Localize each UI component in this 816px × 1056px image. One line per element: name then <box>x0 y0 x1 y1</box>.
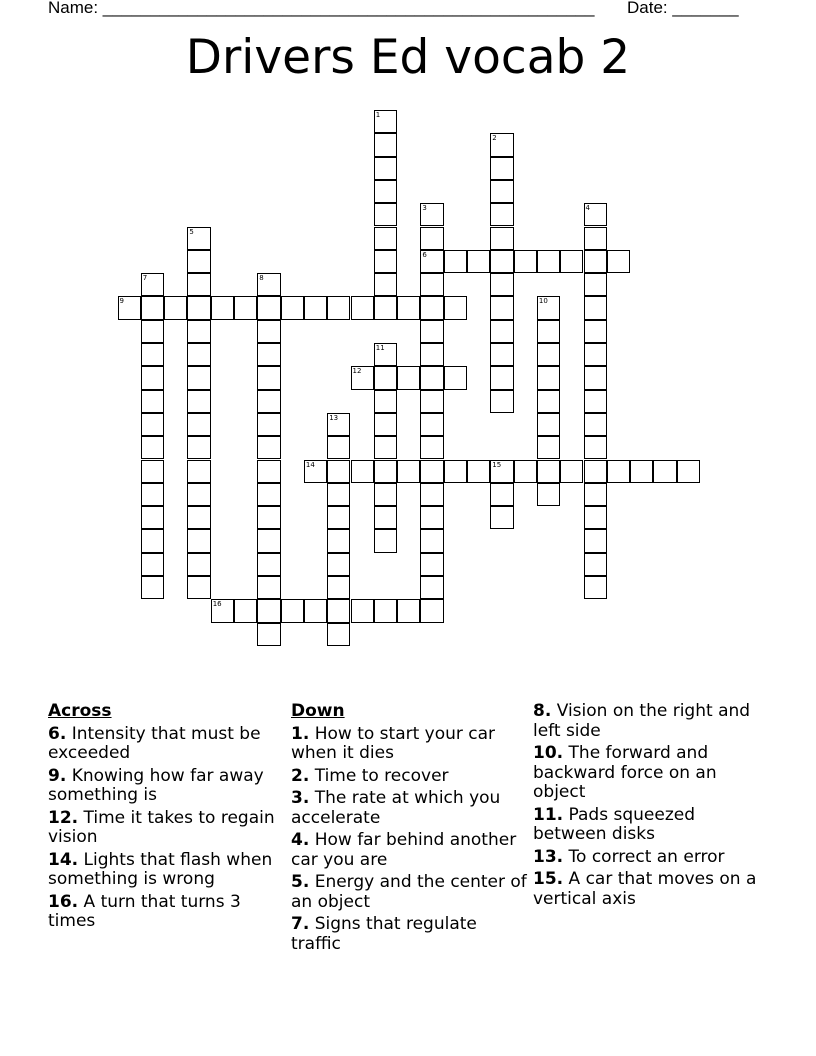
grid-cell[interactable] <box>257 343 280 366</box>
grid-cell[interactable] <box>584 203 607 226</box>
clue-number: 16 <box>212 600 222 609</box>
grid-cell[interactable] <box>490 343 513 366</box>
grid-cell[interactable] <box>374 413 397 436</box>
grid-cell[interactable] <box>584 506 607 529</box>
clue-number: 15 <box>492 460 502 469</box>
grid-cell[interactable] <box>257 390 280 413</box>
grid-cell[interactable] <box>374 133 397 156</box>
grid-cell[interactable] <box>420 413 443 436</box>
grid-cell[interactable] <box>444 460 467 483</box>
clue-item-number: 6. <box>48 723 67 744</box>
grid-cell[interactable] <box>327 576 350 599</box>
date-label: Date: _______ <box>627 0 739 17</box>
clue-item <box>48 767 288 806</box>
grid-cell[interactable] <box>257 273 280 296</box>
grid-cell[interactable] <box>141 296 164 319</box>
grid-cell[interactable] <box>281 599 304 622</box>
grid-cell[interactable] <box>164 296 187 319</box>
across-heading: Across <box>48 701 112 721</box>
clue-item-text: The forward and backward force on an object <box>533 743 717 802</box>
grid-cell[interactable] <box>560 250 583 273</box>
clue-item <box>291 915 531 954</box>
grid-cell[interactable] <box>490 227 513 250</box>
clue-number: 1 <box>375 111 381 119</box>
clue-number: 6 <box>422 250 427 259</box>
grid-cell[interactable] <box>257 506 280 529</box>
clue-item-number: 5. <box>291 872 310 892</box>
clue-number: 2 <box>492 134 497 143</box>
grid-cell[interactable] <box>141 320 164 343</box>
grid-cell[interactable] <box>327 599 350 622</box>
grid-cell[interactable] <box>397 366 420 389</box>
grid-cell[interactable] <box>420 483 443 506</box>
clue-item <box>291 831 531 870</box>
grid-cell[interactable] <box>141 553 164 576</box>
clue-item <box>48 809 288 848</box>
clue-item <box>533 848 773 868</box>
grid-cell[interactable] <box>351 296 374 319</box>
grid-cell[interactable] <box>257 529 280 552</box>
grid-cell[interactable] <box>257 553 280 576</box>
down-clue-list-continued <box>533 702 773 909</box>
grid-cell[interactable] <box>537 366 560 389</box>
grid-cell[interactable] <box>187 576 210 599</box>
grid-cell[interactable] <box>327 460 350 483</box>
grid-cell[interactable] <box>351 460 374 483</box>
clue-item-text: How far behind another car you are <box>291 830 517 870</box>
clue-number: 13 <box>329 413 339 422</box>
grid-cell[interactable] <box>257 320 280 343</box>
clue-item-number: 14. <box>48 849 79 870</box>
grid-cell[interactable] <box>187 366 210 389</box>
clue-item-text: Intensity that must be exceeded <box>48 723 261 763</box>
grid-cell[interactable] <box>374 460 397 483</box>
clue-item-number: 4. <box>291 830 310 850</box>
grid-cell[interactable] <box>490 157 513 180</box>
clue-item-text: To correct an error <box>568 846 725 867</box>
grid-cell[interactable] <box>374 110 397 133</box>
grid-cell[interactable] <box>584 320 607 343</box>
grid-cell[interactable] <box>187 250 210 273</box>
grid-cell[interactable] <box>187 320 210 343</box>
grid-cell[interactable] <box>141 460 164 483</box>
grid-cell[interactable] <box>327 436 350 459</box>
grid-cell[interactable] <box>327 483 350 506</box>
grid-cell[interactable] <box>374 436 397 459</box>
clue-number: 9 <box>119 297 124 306</box>
grid-cell[interactable] <box>141 366 164 389</box>
clue-item-number: 1. <box>291 723 310 744</box>
clue-item-text: Energy and the center of an object <box>291 872 527 912</box>
grid-cell[interactable] <box>257 483 280 506</box>
clue-item-number: 15. <box>533 869 564 889</box>
grid-cell[interactable] <box>537 483 560 506</box>
clue-item <box>48 851 288 890</box>
grid-cell[interactable] <box>141 436 164 459</box>
grid-cell[interactable] <box>490 296 513 319</box>
grid-cell[interactable] <box>677 460 700 483</box>
grid-cell[interactable] <box>584 436 607 459</box>
down-clue-list <box>291 725 531 955</box>
clue-item <box>48 725 288 764</box>
grid-cell[interactable] <box>514 250 537 273</box>
grid-cell[interactable] <box>537 320 560 343</box>
grid-cell[interactable] <box>304 599 327 622</box>
grid-cell[interactable] <box>584 390 607 413</box>
grid-cell[interactable] <box>374 180 397 203</box>
grid-cell[interactable] <box>420 366 443 389</box>
clue-item-text: Signs that regulate traffic <box>291 914 477 954</box>
clue-item <box>533 744 773 803</box>
grid-cell[interactable] <box>257 576 280 599</box>
grid-cell[interactable] <box>327 506 350 529</box>
clue-item-text: The rate at which you accelerate <box>291 788 501 828</box>
grid-cell[interactable] <box>327 296 350 319</box>
grid-cell[interactable] <box>537 250 560 273</box>
grid-cell[interactable] <box>187 460 210 483</box>
grid-cell[interactable] <box>490 180 513 203</box>
grid-cell[interactable] <box>187 273 210 296</box>
grid-cell[interactable] <box>374 529 397 552</box>
grid-cell[interactable] <box>374 343 397 366</box>
grid-cell[interactable] <box>141 413 164 436</box>
grid-cell[interactable] <box>257 366 280 389</box>
grid-cell[interactable] <box>584 576 607 599</box>
grid-cell[interactable] <box>420 273 443 296</box>
grid-cell[interactable] <box>257 599 280 622</box>
grid-cell[interactable] <box>490 366 513 389</box>
grid-cell[interactable] <box>397 296 420 319</box>
grid-cell[interactable] <box>327 413 350 436</box>
clue-item-text: How to start your car when it dies <box>291 723 496 763</box>
clue-number: 3 <box>422 204 427 213</box>
grid-cell[interactable] <box>420 390 443 413</box>
page-title: Drivers Ed vocab 2 <box>185 30 631 85</box>
grid-cell[interactable] <box>607 460 630 483</box>
grid-cell[interactable] <box>187 343 210 366</box>
across-clue-list <box>48 725 288 932</box>
grid-cell[interactable] <box>444 250 467 273</box>
grid-cell[interactable] <box>351 366 374 389</box>
grid-cell[interactable] <box>374 366 397 389</box>
grid-cell[interactable] <box>141 343 164 366</box>
grid-cell[interactable] <box>444 366 467 389</box>
grid-cell[interactable] <box>607 250 630 273</box>
clue-number: 8 <box>259 274 264 283</box>
grid-cell[interactable] <box>490 203 513 226</box>
clue-item-number: 7. <box>291 914 310 934</box>
grid-cell[interactable] <box>187 553 210 576</box>
clue-item-text: Pads squeezed between disks <box>533 804 696 844</box>
grid-cell[interactable] <box>420 250 443 273</box>
grid-cell[interactable] <box>537 413 560 436</box>
grid-cell[interactable] <box>141 390 164 413</box>
clue-item <box>291 767 531 787</box>
clue-item <box>291 725 531 764</box>
grid-cell[interactable] <box>490 320 513 343</box>
grid-cell[interactable] <box>490 390 513 413</box>
grid-cell[interactable] <box>514 460 537 483</box>
clue-number: 14 <box>305 460 315 469</box>
grid-cell[interactable] <box>420 227 443 250</box>
clue-item <box>533 702 773 741</box>
grid-cell[interactable] <box>351 599 374 622</box>
grid-cell[interactable] <box>257 436 280 459</box>
clue-number: 7 <box>142 274 148 283</box>
grid-cell[interactable] <box>653 460 676 483</box>
grid-cell[interactable] <box>257 623 280 646</box>
grid-cell[interactable] <box>584 483 607 506</box>
grid-cell[interactable] <box>211 599 234 622</box>
grid-cell[interactable] <box>420 506 443 529</box>
clue-item-text: Time it takes to regain vision <box>48 807 275 847</box>
grid-cell[interactable] <box>374 203 397 226</box>
clue-item-text: Vision on the right and left side <box>533 701 751 741</box>
grid-cell[interactable] <box>584 413 607 436</box>
grid-cell[interactable] <box>584 250 607 273</box>
grid-cell[interactable] <box>420 599 443 622</box>
grid-cell[interactable] <box>374 250 397 273</box>
grid-cell[interactable] <box>374 599 397 622</box>
grid-cell[interactable] <box>420 529 443 552</box>
grid-cell[interactable] <box>420 320 443 343</box>
grid-cell[interactable] <box>211 296 234 319</box>
grid-cell[interactable] <box>327 529 350 552</box>
clue-number: 11 <box>375 344 385 352</box>
grid-cell[interactable] <box>584 227 607 250</box>
clue-item-text: Knowing how far away something is <box>48 765 264 805</box>
grid-cell[interactable] <box>187 436 210 459</box>
grid-cell[interactable] <box>281 296 304 319</box>
across-clues <box>48 702 288 935</box>
grid-cell[interactable] <box>537 343 560 366</box>
clue-item-number: 3. <box>291 788 310 808</box>
grid-cell[interactable] <box>374 506 397 529</box>
clue-item-text: Time to recover <box>314 765 449 786</box>
clue-item-number: 13. <box>533 846 564 867</box>
grid-cell[interactable] <box>141 483 164 506</box>
grid-cell[interactable] <box>467 460 490 483</box>
grid-cell[interactable] <box>187 506 210 529</box>
clue-item <box>48 893 288 932</box>
down-clues-continued <box>533 702 773 912</box>
grid-cell[interactable] <box>374 157 397 180</box>
grid-cell[interactable] <box>537 296 560 319</box>
clue-item-number: 10. <box>533 743 564 763</box>
grid-cell[interactable] <box>118 296 141 319</box>
grid-cell[interactable] <box>234 296 257 319</box>
grid-cell[interactable] <box>420 436 443 459</box>
grid-cell[interactable] <box>490 273 513 296</box>
clue-item-text: A turn that turns 3 times <box>48 891 241 931</box>
grid-cell[interactable] <box>537 460 560 483</box>
grid-cell[interactable] <box>374 296 397 319</box>
grid-cell[interactable] <box>374 390 397 413</box>
grid-cell[interactable] <box>141 506 164 529</box>
grid-cell[interactable] <box>584 296 607 319</box>
grid-cell[interactable] <box>187 413 210 436</box>
clue-item <box>291 873 531 912</box>
grid-cell[interactable] <box>187 390 210 413</box>
grid-cell[interactable] <box>327 623 350 646</box>
grid-cell[interactable] <box>420 576 443 599</box>
grid-cell[interactable] <box>490 133 513 156</box>
grid-cell[interactable] <box>490 483 513 506</box>
grid-cell[interactable] <box>397 460 420 483</box>
clue-number: 10 <box>538 297 548 306</box>
grid-cell[interactable] <box>537 390 560 413</box>
grid-cell[interactable] <box>257 460 280 483</box>
grid-cell[interactable] <box>141 273 164 296</box>
grid-cell[interactable] <box>420 460 443 483</box>
clue-item-text: Lights that flash when something is wrong <box>48 849 273 889</box>
grid-cell[interactable] <box>187 529 210 552</box>
grid-cell[interactable] <box>630 460 653 483</box>
grid-cell[interactable] <box>327 553 350 576</box>
grid-cell[interactable] <box>584 460 607 483</box>
name-label: Name: ____________________________________________________ <box>48 0 595 17</box>
grid-cell[interactable] <box>374 483 397 506</box>
clue-item-number: 12. <box>48 807 79 828</box>
clue-item-number: 2. <box>291 765 310 786</box>
grid-cell[interactable] <box>397 599 420 622</box>
clue-item-text: A car that moves on a vertical axis <box>533 869 757 909</box>
clue-number: 4 <box>585 204 590 213</box>
grid-cell[interactable] <box>420 343 443 366</box>
grid-cell[interactable] <box>584 273 607 296</box>
grid-cell[interactable] <box>374 227 397 250</box>
grid-cell[interactable] <box>467 250 490 273</box>
grid-cell[interactable] <box>257 296 280 319</box>
clue-item-number: 9. <box>48 765 67 786</box>
clue-item-number: 11. <box>533 804 564 825</box>
grid-cell[interactable] <box>374 273 397 296</box>
grid-cell[interactable] <box>537 436 560 459</box>
grid-cell[interactable] <box>257 413 280 436</box>
grid-cell[interactable] <box>584 529 607 552</box>
grid-cell[interactable] <box>187 296 210 319</box>
clue-item <box>533 806 773 845</box>
clue-item <box>291 789 531 828</box>
grid-cell[interactable] <box>141 529 164 552</box>
grid-cell[interactable] <box>584 553 607 576</box>
clue-item-number: 16. <box>48 891 79 912</box>
grid-cell[interactable] <box>187 483 210 506</box>
grid-cell[interactable] <box>560 460 583 483</box>
grid-cell[interactable] <box>187 227 210 250</box>
grid-cell[interactable] <box>490 460 513 483</box>
grid-cell[interactable] <box>420 553 443 576</box>
grid-cell[interactable] <box>420 296 443 319</box>
grid-cell[interactable] <box>444 296 467 319</box>
clue-item <box>533 870 773 909</box>
grid-cell[interactable] <box>234 599 257 622</box>
grid-cell[interactable] <box>304 460 327 483</box>
clue-number: 12 <box>352 367 362 376</box>
grid-cell[interactable] <box>490 250 513 273</box>
down-clues <box>291 702 531 957</box>
grid-cell[interactable] <box>141 576 164 599</box>
grid-cell[interactable] <box>584 366 607 389</box>
down-heading: Down <box>291 701 345 721</box>
grid-cell[interactable] <box>490 506 513 529</box>
clue-number: 5 <box>189 227 194 236</box>
clue-item-number: 8. <box>533 701 552 721</box>
grid-cell[interactable] <box>584 343 607 366</box>
grid-cell[interactable] <box>304 296 327 319</box>
grid-cell[interactable] <box>420 203 443 226</box>
